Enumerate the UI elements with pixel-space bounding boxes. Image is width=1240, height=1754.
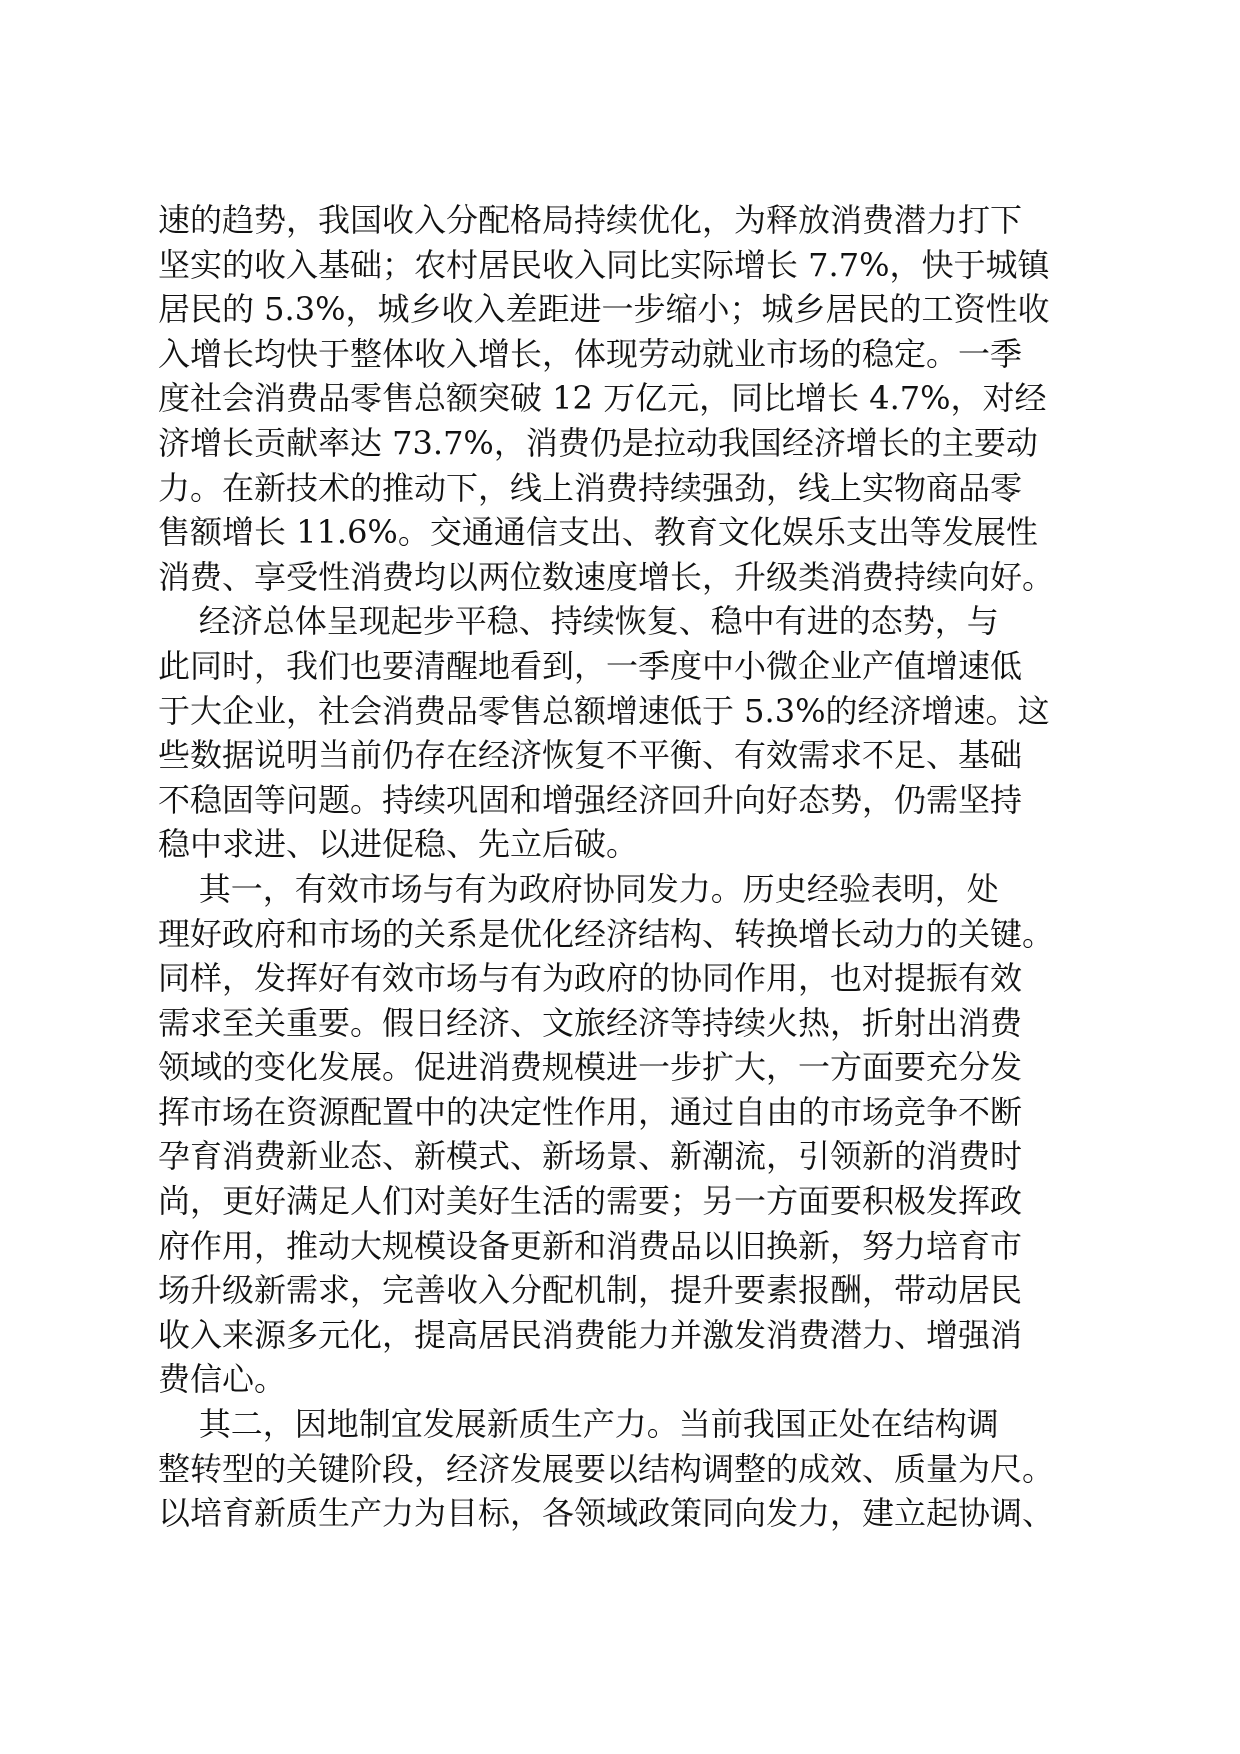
text-line: 同样，发挥好有效市场与有为政府的协同作用，也对提振有效 <box>158 959 1023 998</box>
text-line: 居民的 5.3%，城乡收入差距进一步缩小；城乡居民的工资性收 <box>158 290 1050 329</box>
text-line: 力。在新技术的推动下，线上消费持续强劲，线上实物商品零 <box>158 468 1023 507</box>
text-line: 稳中求进、以进促稳、先立后破。 <box>158 825 639 864</box>
text-line: 速的趋势，我国收入分配格局持续优化，为释放消费潜力打下 <box>158 201 1023 239</box>
text-line: 收入来源多元化，提高居民消费能力并激发消费潜力、增强消 <box>158 1315 1023 1354</box>
text-line: 济增长贡献率达 73.7%，消费仍是拉动我国经济增长的主要动 <box>158 423 1038 462</box>
text-line: 不稳固等问题。持续巩固和增强经济回升向好态势，仍需坚持 <box>158 780 1023 819</box>
text-line: 度社会消费品零售总额突破 12 万亿元，同比增长 4.7%，对经 <box>158 379 1047 418</box>
text-line: 理好政府和市场的关系是优化经济结构、转换增长动力的关键。 <box>158 914 1055 953</box>
text-line: 以培育新质生产力为目标，各领域政策同向发力，建立起协调、 <box>158 1494 1055 1533</box>
text-line: 此同时，我们也要清醒地看到，一季度中小微企业产值增速低 <box>158 646 1023 685</box>
text-line: 其二，因地制宜发展新质生产力。当前我国正处在结构调 <box>158 1405 999 1444</box>
text-line: 消费、享受性消费均以两位数速度增长，升级类消费持续向好。 <box>158 557 1055 596</box>
text-line: 费信心。 <box>158 1360 287 1399</box>
text-line: 挥市场在资源配置中的决定性作用，通过自由的市场竞争不断 <box>158 1092 1023 1131</box>
text-line: 入增长均快于整体收入增长，体现劳动就业市场的稳定。一季 <box>158 334 1023 373</box>
text-line: 尚，更好满足人们对美好生活的需要；另一方面要积极发挥政 <box>158 1182 1023 1221</box>
text-line: 售额增长 11.6%。交通通信支出、教育文化娱乐支出等发展性 <box>158 513 1038 552</box>
text-line: 需求至关重要。假日经济、文旅经济等持续火热，折射出消费 <box>158 1003 1023 1042</box>
text-line: 其一，有效市场与有为政府协同发力。历史经验表明，处 <box>158 869 999 908</box>
text-line: 于大企业，社会消费品零售总额增速低于 5.3%的经济增速。这 <box>158 691 1050 730</box>
text-line: 府作用，推动大规模设备更新和消费品以旧换新，努力培育市 <box>158 1226 1023 1265</box>
text-line: 场升级新需求，完善收入分配机制，提升要素报酬，带动居民 <box>158 1271 1023 1310</box>
text-line: 经济总体呈现起步平稳、持续恢复、稳中有进的态势，与 <box>158 602 999 641</box>
text-line: 领域的变化发展。促进消费规模进一步扩大，一方面要充分发 <box>158 1048 1023 1087</box>
text-line: 些数据说明当前仍存在经济恢复不平衡、有效需求不足、基础 <box>158 736 1023 775</box>
article-body <box>158 198 1078 1536</box>
text-line: 整转型的关键阶段，经济发展要以结构调整的成效、质量为尺。 <box>158 1449 1055 1488</box>
text-line: 孕育消费新业态、新模式、新场景、新潮流，引领新的消费时 <box>158 1137 1023 1176</box>
text-line: 坚实的收入基础；农村居民收入同比实际增长 7.7%，快于城镇 <box>158 245 1050 284</box>
